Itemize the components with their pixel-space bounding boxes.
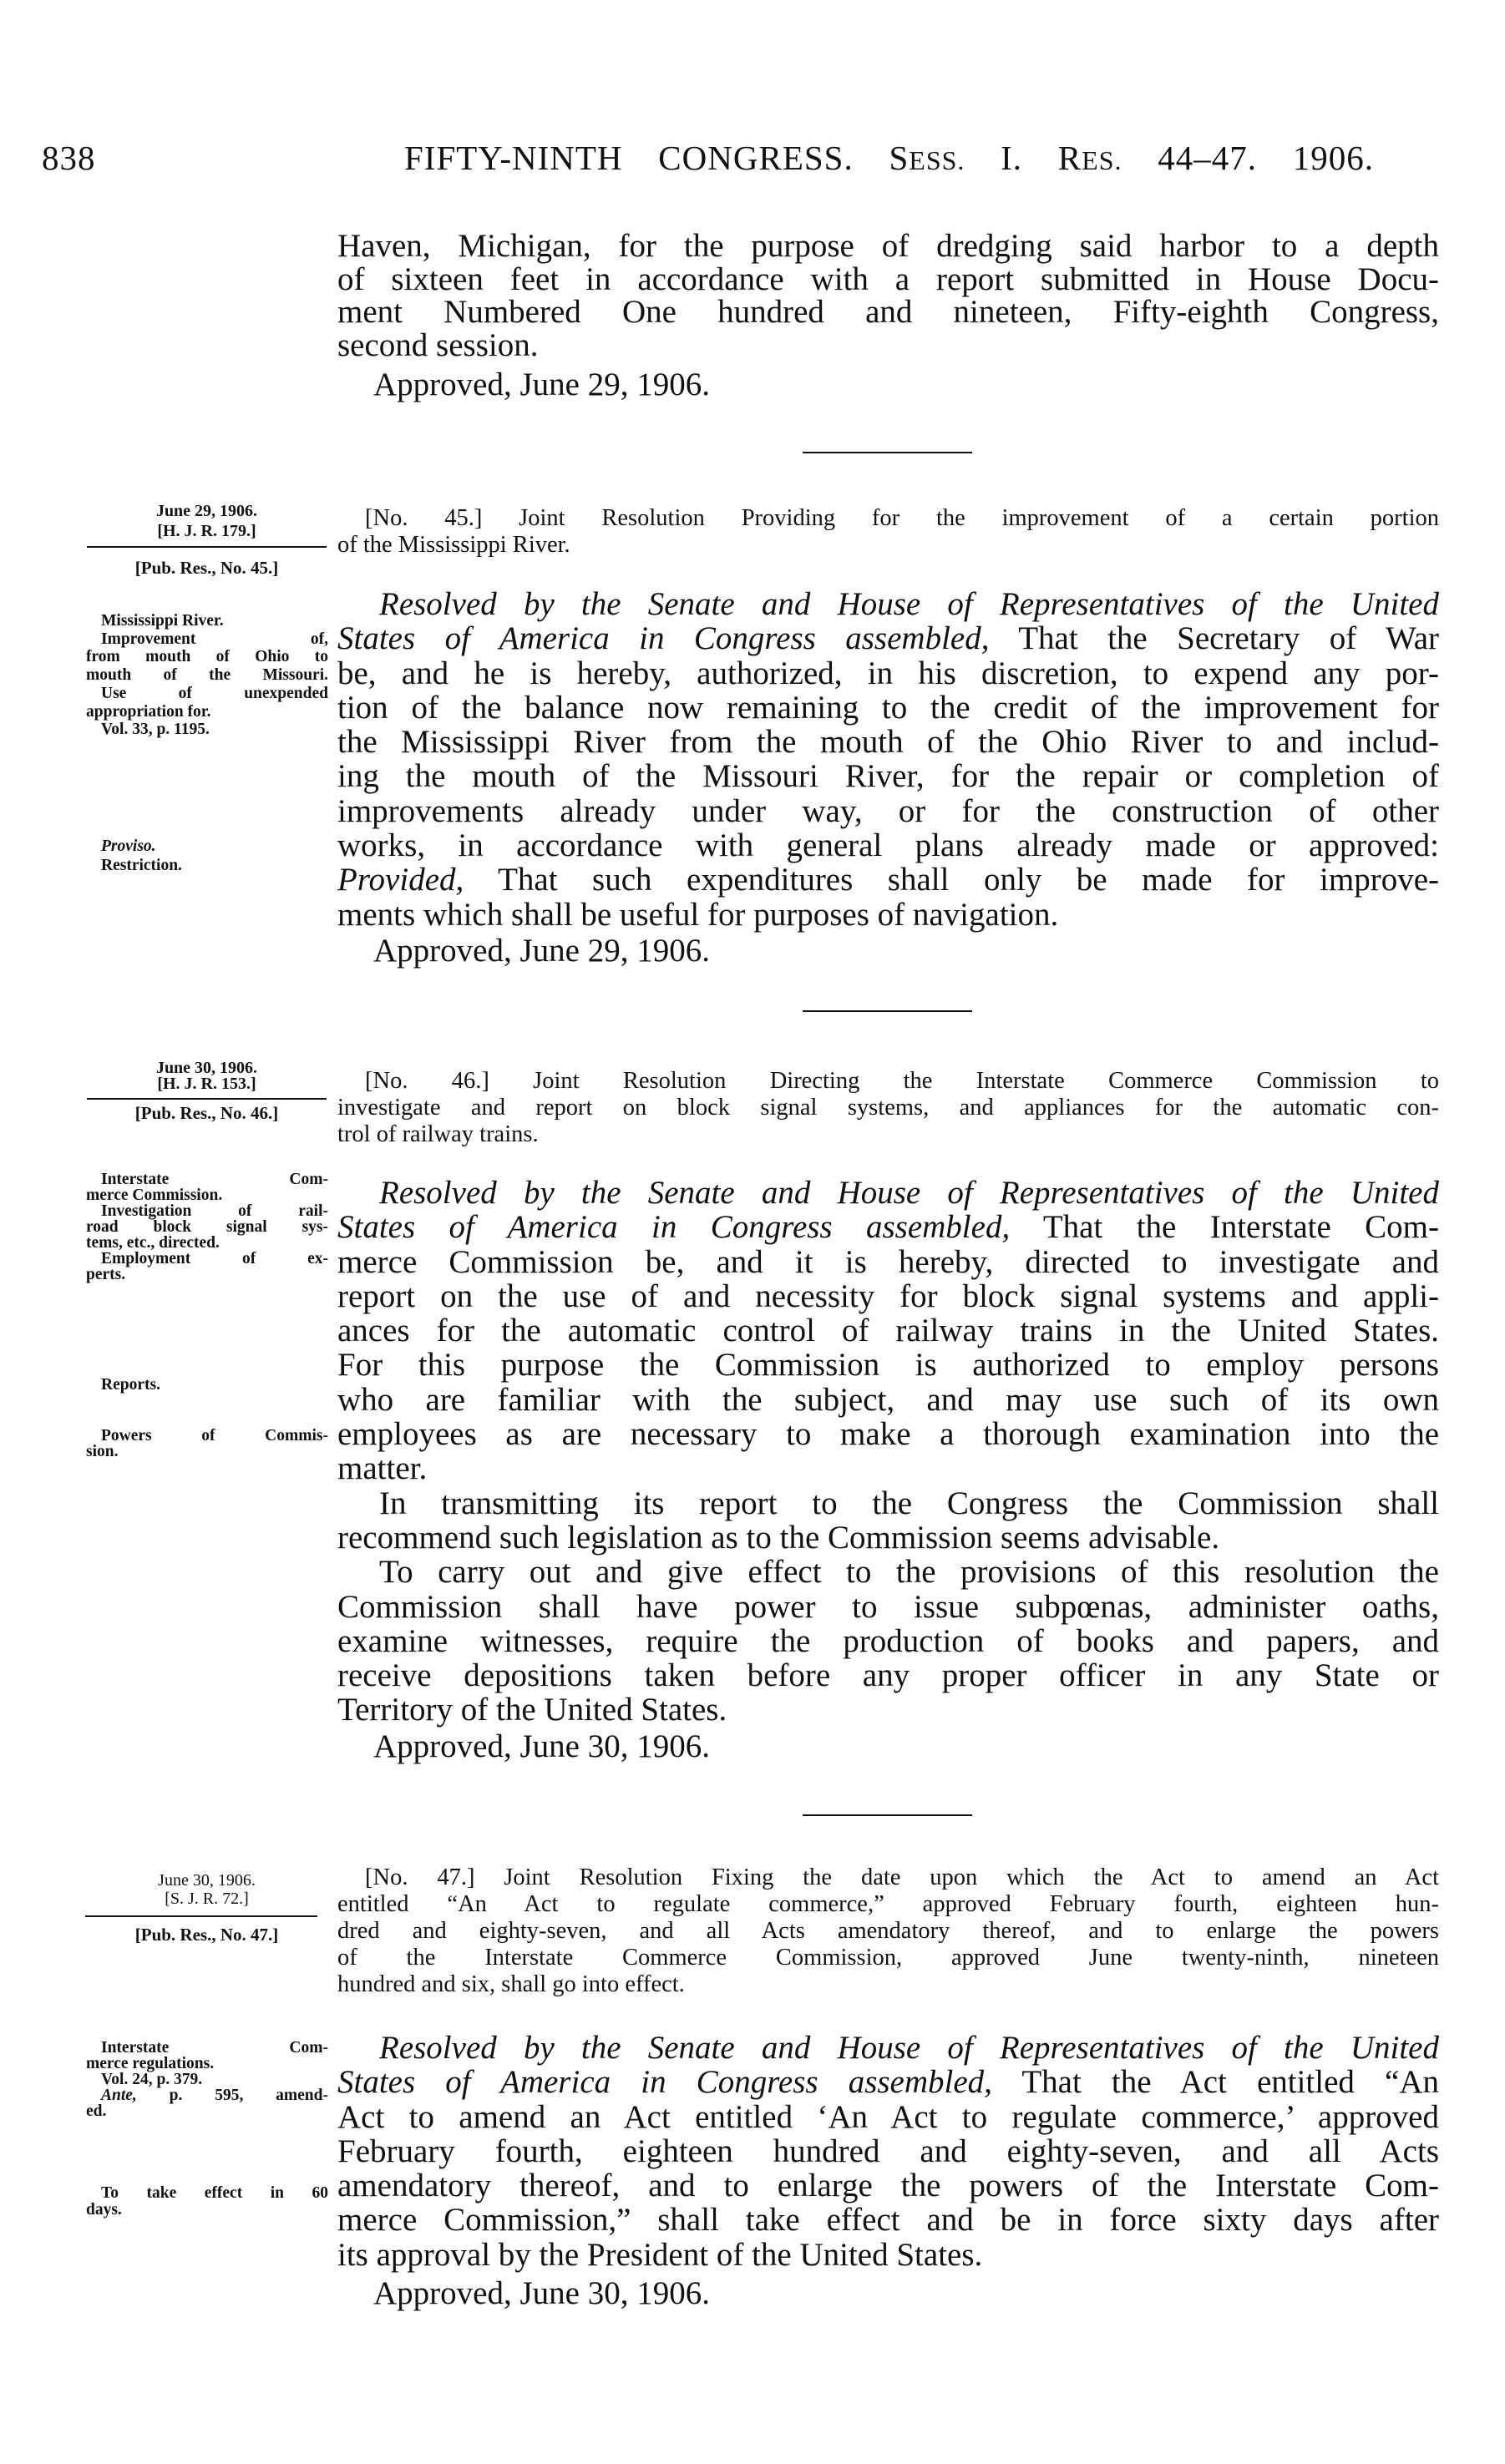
text-line — [337, 1971, 1439, 1998]
text-line — [337, 1348, 1439, 1382]
line-text: merce Commission be, and it is hereby, directed to investigate and — [337, 1243, 1439, 1280]
line-text: merce Commission. — [86, 1186, 223, 1204]
text-line — [86, 2072, 328, 2087]
margin-note — [86, 612, 328, 739]
text-line — [337, 1383, 1439, 1417]
line-text: of the Interstate Commerce Commission, approved June twenty-ninth, nineteen — [337, 1945, 1439, 1971]
approved-line: Approved, June 29, 1906. — [373, 367, 710, 402]
text-line — [86, 1171, 328, 1187]
line-text: Haven, Michigan, for the purpose of dredging said harbor to a depth — [337, 228, 1439, 264]
line-text: days. — [86, 2201, 122, 2219]
resolution-body — [337, 2031, 1439, 2272]
line-text: appropriation for. — [86, 702, 211, 721]
line-text: Investigation of rail- — [101, 1202, 328, 1220]
line-text: report on the use of and necessity for block signal systems and appli- — [337, 1278, 1439, 1314]
line-text: Act to amend an Act entitled ‘An Act to regulate commerce,’ approved — [337, 2098, 1439, 2135]
margin-rule — [85, 1915, 317, 1917]
margin-note — [86, 1171, 328, 1283]
margin-note — [86, 1377, 328, 1393]
line-text: be, and he is hereby, authorized, in his discretion, to expend any por- — [337, 655, 1439, 691]
text-line — [86, 2040, 328, 2056]
margin-date-block — [84, 501, 330, 541]
text-line — [337, 587, 1439, 621]
line-text: tems, etc., directed. — [86, 1234, 220, 1252]
text-line — [337, 2203, 1439, 2237]
line-text: Vol. 33, p. 1195. — [101, 721, 210, 739]
text-line — [337, 898, 1439, 932]
line-text: ments which shall be useful for purposes of navigation. — [337, 896, 1059, 933]
line-text: mouth of the Missouri. — [86, 666, 328, 685]
line-text: [No. 46.] Joint Resolution Directing the Interstate Commerce Commission to — [365, 1068, 1439, 1094]
text-line — [337, 505, 1439, 532]
margin-rule — [87, 1098, 327, 1100]
line-text: works, in accordance with general plans already made or approved: — [337, 827, 1439, 864]
italic-text: Proviso. — [101, 837, 156, 855]
line-text: To carry out and give effect to the provisions of this resolution the — [379, 1554, 1439, 1591]
line-text: That the Secretary of War — [989, 620, 1439, 657]
text-line — [337, 230, 1439, 263]
text-line — [337, 1176, 1439, 1210]
text-line — [337, 725, 1439, 759]
text-line — [337, 2065, 1439, 2099]
section-divider — [803, 1010, 972, 1012]
text-line — [337, 1692, 1439, 1727]
line-text: For this purpose the Commission is authorized to employ persons — [337, 1347, 1439, 1384]
text-line — [86, 1187, 328, 1203]
continuation-paragraph — [337, 230, 1439, 362]
text-line — [337, 2100, 1439, 2134]
text-line — [337, 2031, 1439, 2065]
text-line — [337, 1313, 1439, 1348]
line-text: That the Act entitled “An — [991, 2064, 1439, 2101]
section-divider — [803, 452, 972, 453]
text-line — [337, 828, 1439, 863]
bill-number: [H. J. R. 153.] — [157, 1075, 256, 1093]
bill-number: [S. J. R. 72.] — [165, 1890, 249, 1908]
approved-line: Approved, June 30, 1906. — [373, 2275, 710, 2311]
text-line — [337, 2238, 1439, 2272]
resolution-date: June 30, 1906. — [155, 1059, 258, 1077]
line-text: To take effect in 60 — [101, 2184, 328, 2202]
text-line — [337, 621, 1439, 655]
text-line — [86, 2202, 328, 2219]
line-text: perts. — [86, 1266, 126, 1283]
text-line — [337, 1624, 1439, 1658]
line-text: examine witnesses, require the production of books and papers, and — [337, 1622, 1439, 1659]
bill-number: [H. J. R. 179.] — [157, 522, 256, 540]
line-text: February fourth, eighteen hundred and eighty-seven, and all Acts — [337, 2133, 1439, 2169]
line-text: merce Commission,” shall take effect and be in force sixty days after — [337, 2202, 1439, 2239]
public-resolution-number: [Pub. Res., No. 47.] — [134, 1925, 279, 1945]
text-line — [337, 263, 1439, 296]
line-text: Interstate Com- — [101, 1171, 328, 1188]
margin-note — [86, 2040, 328, 2119]
text-line — [86, 1251, 328, 1267]
line-text: In transmitting its report to the Congress the Commission shall — [379, 1485, 1439, 1521]
text-line — [337, 2134, 1439, 2168]
line-text: Employment of ex- — [101, 1250, 328, 1267]
public-resolution-number: [Pub. Res., No. 46.] — [134, 1103, 279, 1123]
text-line — [86, 2103, 328, 2119]
line-text: Restriction. — [101, 857, 182, 874]
italic-text: States of America in Congress assembled, — [337, 1209, 1011, 1246]
text-line — [337, 1891, 1439, 1918]
text-line — [337, 1095, 1439, 1121]
text-line — [337, 1520, 1439, 1555]
line-text: merce regulations. — [86, 2055, 215, 2072]
line-text: Commission shall have power to issue subpœnas, administer oaths, — [337, 1588, 1439, 1625]
line-text: Use of unexpended — [101, 684, 328, 702]
line-text: matter. — [337, 1450, 428, 1487]
line-text: Interstate Com- — [101, 2039, 328, 2057]
text-line — [337, 863, 1439, 897]
line-text: tion of the balance now remaining to the credit of the improvement for — [337, 689, 1439, 726]
margin-date-block — [84, 1060, 330, 1092]
line-text: hundred and six, shall go into effect. — [337, 1971, 685, 1997]
italic-text: States of America in Congress assembled, — [337, 2064, 992, 2101]
text-line — [337, 2168, 1439, 2203]
line-text: ing the mouth of the Missouri River, for the repair or completion of — [337, 758, 1439, 795]
line-text: Vol. 24, p. 379. — [101, 2071, 203, 2088]
text-line — [86, 837, 328, 856]
line-text: [No. 45.] Joint Resolution Providing for the improvement of a certain portion — [365, 505, 1439, 531]
approved-line: Approved, June 30, 1906. — [373, 1728, 710, 1764]
italic-text: Ante, — [101, 2087, 137, 2104]
text-line — [86, 1377, 328, 1393]
italic-text: Resolved by the Senate and House of Representatives of the United — [379, 586, 1439, 622]
resolution-heading — [337, 1068, 1439, 1148]
line-text: Mississippi River. — [101, 612, 224, 630]
line-text: recommend such legislation as to the Commission seems advisable. — [337, 1519, 1220, 1556]
line-text: trol of railway trains. — [337, 1121, 539, 1147]
line-text: amendatory thereof, and to enlarge the powers of the Interstate Com- — [337, 2168, 1439, 2204]
text-line — [337, 656, 1439, 691]
text-line — [86, 1235, 328, 1251]
italic-text: States of America in Congress assembled, — [337, 620, 990, 657]
text-line — [337, 1121, 1439, 1148]
text-line — [86, 648, 328, 666]
resolution-date: June 30, 1906. — [158, 1871, 256, 1890]
public-resolution-number: [Pub. Res., No. 45.] — [134, 558, 279, 578]
text-line — [337, 326, 1439, 363]
text-line — [86, 666, 328, 685]
line-text: second session. — [337, 326, 539, 363]
margin-note — [86, 837, 328, 875]
text-line — [337, 1864, 1439, 1891]
text-line — [337, 794, 1439, 828]
margin-note — [86, 1428, 328, 1460]
line-text: p. 595, amend- — [136, 2087, 328, 2104]
line-text: road block signal sys- — [86, 1218, 328, 1236]
text-line — [86, 856, 328, 875]
text-line — [86, 612, 328, 630]
line-text: the Mississippi River from the mouth of the Ohio River to and includ- — [337, 724, 1439, 761]
line-text: improvements already under way, or for the construction of other — [337, 792, 1439, 829]
text-line — [337, 1245, 1439, 1279]
text-line — [337, 1945, 1439, 1971]
line-text: [No. 47.] Joint Resolution Fixing the date upon which the Act to amend an Act — [365, 1864, 1439, 1890]
text-line — [337, 691, 1439, 725]
resolution-date: June 29, 1906. — [155, 502, 258, 520]
text-line — [337, 532, 1439, 559]
resolution-heading — [337, 1864, 1439, 1998]
text-line — [337, 1486, 1439, 1520]
text-line — [86, 703, 328, 721]
text-line — [86, 2087, 328, 2103]
line-text: its approval by the President of the United States. — [337, 2236, 983, 2273]
line-text: That the Interstate Com- — [1010, 1209, 1439, 1246]
line-text: That such expenditures shall only be made for improve- — [464, 862, 1439, 898]
resolution-body — [337, 1176, 1439, 1728]
text-line — [337, 759, 1439, 793]
line-text: from mouth of Ohio to — [86, 648, 328, 666]
text-line — [337, 296, 1439, 329]
line-text: dred and eighty-seven, and all Acts amendatory thereof, and to enlarge the powers — [337, 1918, 1439, 1944]
line-text: sion. — [86, 1443, 119, 1460]
text-line — [337, 1658, 1439, 1692]
text-line — [86, 1219, 328, 1235]
text-line — [86, 685, 328, 703]
running-title: FIFTY-NINTH CONGRESS. SESS. I. RES. 44–47. 1906. — [404, 139, 1374, 177]
line-text: of sixteen feet in accordance with a report submitted in House Docu- — [337, 261, 1439, 297]
text-line — [337, 1555, 1439, 1589]
line-text: entitled “An Act to regulate commerce,” approved February fourth, eighteen hun- — [337, 1891, 1439, 1917]
approved-line: Approved, June 29, 1906. — [373, 933, 710, 969]
text-line — [86, 721, 328, 739]
line-text: of the Mississippi River. — [337, 532, 570, 558]
text-line — [86, 1203, 328, 1219]
line-text: investigate and report on block signal systems, and appliances for the automatic con- — [337, 1095, 1439, 1121]
italic-text: Provided, — [337, 862, 464, 898]
text-line — [86, 1267, 328, 1283]
text-line — [337, 1590, 1439, 1624]
text-line — [86, 1444, 328, 1460]
line-text: receive depositions taken before any proper officer in any State or — [337, 1657, 1439, 1694]
margin-date-block — [84, 1871, 330, 1908]
line-text: ances for the automatic control of railway trains in the United States. — [337, 1313, 1439, 1349]
line-text: ment Numbered One hundred and nineteen, Fifty-eighth Congress, — [337, 294, 1439, 330]
margin-rule — [87, 546, 327, 548]
text-line — [337, 1279, 1439, 1313]
italic-text: Resolved by the Senate and House of Representatives of the United — [379, 1175, 1439, 1211]
margin-note — [86, 2185, 328, 2219]
text-line — [86, 1428, 328, 1444]
resolution-heading — [337, 505, 1439, 559]
line-text: who are familiar with the subject, and may use such of its own — [337, 1381, 1439, 1418]
line-text: Improvement of, — [101, 630, 328, 648]
resolution-body — [337, 587, 1439, 932]
page-number: 838 — [42, 139, 96, 177]
line-text: ed. — [86, 2102, 107, 2120]
text-line — [337, 1068, 1439, 1095]
line-text: Territory of the United States. — [337, 1692, 727, 1728]
section-divider — [803, 1814, 972, 1816]
line-text: Reports. — [101, 1376, 160, 1394]
text-line — [337, 1210, 1439, 1244]
text-line — [86, 630, 328, 649]
text-line — [337, 1451, 1439, 1485]
text-line — [337, 1918, 1439, 1945]
line-text: Powers of Commis- — [101, 1427, 328, 1445]
text-line — [86, 2056, 328, 2072]
italic-text: Resolved by the Senate and House of Representatives of the United — [379, 2030, 1439, 2066]
text-line — [337, 1417, 1439, 1451]
line-text: employees as are necessary to make a thorough examination into the — [337, 1416, 1439, 1453]
text-line — [86, 2185, 328, 2202]
